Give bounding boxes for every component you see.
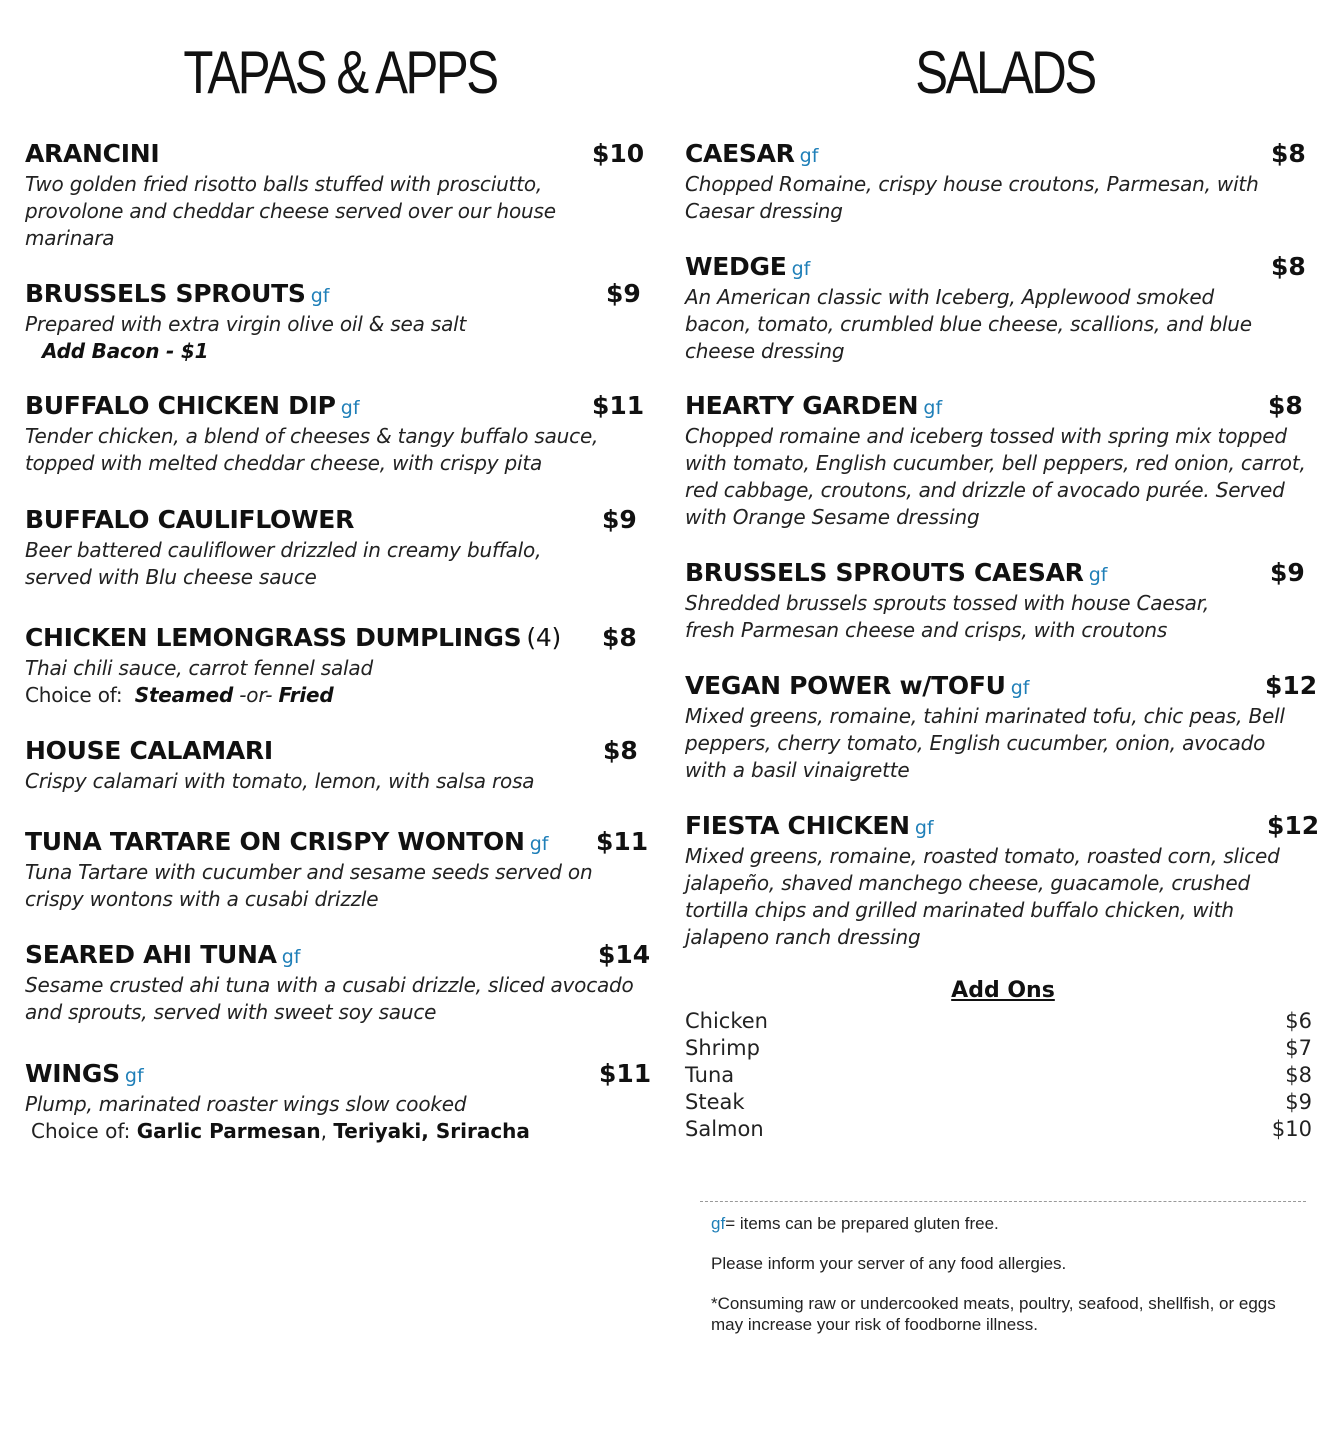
addon-name: Shrimp bbox=[685, 1036, 760, 1060]
gf-marker: gf bbox=[281, 946, 301, 968]
menu-item-chicken-lemongrass-dumplings bbox=[25, 623, 640, 709]
addons-title: Add Ons bbox=[951, 978, 1055, 1003]
item-description: Chopped romaine and iceberg tossed with spring mix topped with tomato, English cucumber, bell peppers, red onion, carrot, red cabbage, croutons, and drizzle of avocado purée. Served with Orange Sesame dressing bbox=[685, 424, 1306, 529]
footnotes bbox=[711, 1213, 1311, 1354]
menu-item-hearty-garden bbox=[685, 391, 1310, 531]
item-choice bbox=[25, 682, 640, 709]
item-name: CHICKEN LEMONGRASS DUMPLINGS bbox=[25, 623, 522, 652]
item-description: Shredded brussels sprouts tossed with house Caesar, fresh Parmesan cheese and crisps, with croutons bbox=[685, 591, 1210, 642]
item-description: Thai chili sauce, carrot fennel salad bbox=[25, 656, 373, 680]
item-price: $9 bbox=[1270, 558, 1305, 587]
menu-item-seared-ahi-tuna bbox=[25, 940, 670, 1026]
allergy-note: Please inform your server of any food allergies. bbox=[711, 1254, 1067, 1273]
item-name: BRUSSELS SPROUTS CAESAR bbox=[685, 558, 1084, 587]
item-name: CAESAR bbox=[685, 139, 795, 168]
item-description: Crispy calamari with tomato, lemon, with salsa rosa bbox=[25, 769, 535, 793]
item-name: FIESTA CHICKEN bbox=[685, 811, 910, 840]
item-addon-note: Add Bacon - $1 bbox=[42, 339, 209, 363]
addon-row bbox=[685, 1035, 1312, 1062]
item-description: Plump, marinated roaster wings slow cooked bbox=[25, 1092, 467, 1116]
item-price: $12 bbox=[1265, 671, 1318, 700]
item-name: BUFFALO CHICKEN DIP bbox=[25, 391, 336, 420]
item-description: Sesame crusted ahi tuna with a cusabi drizzle, sliced avocado and sprouts, served with sweet soy sauce bbox=[25, 973, 634, 1024]
item-price: $12 bbox=[1267, 811, 1320, 840]
addon-price: $10 bbox=[1271, 1117, 1312, 1141]
gf-marker: gf bbox=[1088, 564, 1108, 586]
item-description: Tuna Tartare with cucumber and sesame seeds served on crispy wontons with a cusabi drizzle bbox=[25, 860, 593, 911]
choice-option: Garlic Parmesan bbox=[136, 1119, 321, 1143]
item-description: Mixed greens, romaine, tahini marinated tofu, chic peas, Bell peppers, cherry tomato, English cucumber, onion, avocado with a basil vinaigrette bbox=[685, 704, 1285, 782]
gf-legend bbox=[711, 1213, 1311, 1234]
dashed-divider bbox=[700, 1201, 1306, 1202]
addon-name: Steak bbox=[685, 1090, 745, 1114]
choice-option: Fried bbox=[278, 683, 334, 707]
choice-label: Choice of: bbox=[25, 683, 123, 707]
menu-item-buffalo-chicken-dip bbox=[25, 391, 665, 477]
addon-row bbox=[685, 1008, 1312, 1035]
item-description: Prepared with extra virgin olive oil & sea salt bbox=[25, 312, 467, 336]
item-name: WINGS bbox=[25, 1059, 120, 1088]
item-description: Chopped Romaine, crispy house croutons, Parmesan, with Caesar dressing bbox=[685, 172, 1259, 223]
item-price: $8 bbox=[1268, 391, 1303, 420]
addon-name: Chicken bbox=[685, 1009, 768, 1033]
item-name: VEGAN POWER w/TOFU bbox=[685, 671, 1006, 700]
gf-marker: gf bbox=[124, 1065, 144, 1087]
menu-item-buffalo-cauliflower bbox=[25, 505, 640, 591]
item-description: Mixed greens, romaine, roasted tomato, roasted corn, sliced jalapeño, shaved manchego cheese, guacamole, crushed tortilla chips and grilled marinated buffalo chicken, with jalapeno ranch dressing bbox=[685, 844, 1280, 949]
item-price: $8 bbox=[1271, 139, 1306, 168]
item-price: $9 bbox=[602, 505, 637, 534]
item-name: ARANCINI bbox=[25, 139, 160, 168]
item-choice: Choice of: Garlic Parmesan, Teriyaki, Sriracha bbox=[31, 1119, 530, 1143]
menu-item-tuna-tartare bbox=[25, 827, 649, 913]
item-name: HEARTY GARDEN bbox=[685, 391, 919, 420]
item-price: $8 bbox=[603, 736, 638, 765]
menu-item-wings bbox=[25, 1059, 652, 1145]
gf-marker: gf bbox=[914, 817, 934, 839]
item-name: BUFFALO CAULIFLOWER bbox=[25, 505, 355, 534]
menu-item-wedge bbox=[685, 252, 1310, 365]
choice-label: Choice of: bbox=[31, 1119, 131, 1143]
item-price: $10 bbox=[592, 139, 645, 168]
menu-item-fiesta-chicken bbox=[685, 811, 1320, 951]
addon-price: $9 bbox=[1285, 1090, 1312, 1114]
item-price: $11 bbox=[596, 827, 649, 856]
gf-marker: gf bbox=[799, 145, 819, 167]
gf-marker: gf bbox=[340, 397, 360, 419]
menu-item-caesar bbox=[685, 139, 1310, 225]
gf-marker: gf bbox=[1010, 677, 1030, 699]
gf-legend-text: = items can be prepared gluten free. bbox=[725, 1214, 999, 1233]
gf-key: gf bbox=[711, 1214, 726, 1233]
item-price: $8 bbox=[1271, 252, 1306, 281]
tapas-section-title: TAPAS & APPS bbox=[183, 39, 497, 106]
addon-price: $6 bbox=[1285, 1009, 1312, 1033]
addon-name: Tuna bbox=[685, 1063, 735, 1087]
raw-food-warning: *Consuming raw or undercooked meats, poultry, seafood, shellfish, or eggs may increase your risk of foodborne illness. bbox=[711, 1294, 1276, 1334]
item-price: $8 bbox=[602, 623, 637, 652]
gf-marker: gf bbox=[529, 833, 549, 855]
addon-price: $7 bbox=[1285, 1036, 1312, 1060]
gf-marker: gf bbox=[310, 285, 330, 307]
addon-row bbox=[685, 1116, 1312, 1143]
item-price: $11 bbox=[599, 1059, 652, 1088]
item-name: TUNA TARTARE ON CRISPY WONTON bbox=[25, 827, 525, 856]
item-description: Beer battered cauliflower drizzled in creamy buffalo, served with Blu cheese sauce bbox=[25, 538, 542, 589]
addon-row bbox=[685, 1089, 1312, 1116]
menu-item-vegan-power bbox=[685, 671, 1318, 784]
menu-item-arancini bbox=[25, 139, 645, 252]
menu-item-house-calamari bbox=[25, 736, 640, 795]
item-price: $14 bbox=[598, 940, 651, 969]
addon-name: Salmon bbox=[685, 1117, 764, 1141]
item-name: BRUSSELS SPROUTS bbox=[25, 279, 306, 308]
addon-row bbox=[685, 1062, 1312, 1089]
menu-item-brussels-sprouts-caesar bbox=[685, 558, 1310, 644]
gf-marker: gf bbox=[791, 258, 811, 280]
choice-option: Teriyaki, Sriracha bbox=[333, 1119, 530, 1143]
item-name: SEARED AHI TUNA bbox=[25, 940, 277, 969]
gf-marker: gf bbox=[923, 397, 943, 419]
item-price: $11 bbox=[592, 391, 645, 420]
choice-separator: -or- bbox=[239, 683, 273, 707]
item-price: $9 bbox=[606, 279, 641, 308]
item-description: Two golden fried risotto balls stuffed with prosciutto, provolone and cheddar cheese served over our house marinara bbox=[25, 172, 556, 250]
item-name: HOUSE CALAMARI bbox=[25, 736, 273, 765]
addon-price: $8 bbox=[1285, 1063, 1312, 1087]
addons-list bbox=[685, 1008, 1312, 1143]
item-name: WEDGE bbox=[685, 252, 787, 281]
item-description: An American classic with Iceberg, Applewood smoked bacon, tomato, crumbled blue cheese, scallions, and blue cheese dressing bbox=[685, 285, 1252, 363]
salads-section-title: SALADS bbox=[915, 39, 1095, 106]
item-description: Tender chicken, a blend of cheeses & tangy buffalo sauce, topped with melted cheddar cheese, with crispy pita bbox=[25, 424, 599, 475]
choice-option: Steamed bbox=[134, 683, 234, 707]
item-quantity: (4) bbox=[526, 623, 561, 652]
menu-item-brussels-sprouts bbox=[25, 279, 640, 365]
